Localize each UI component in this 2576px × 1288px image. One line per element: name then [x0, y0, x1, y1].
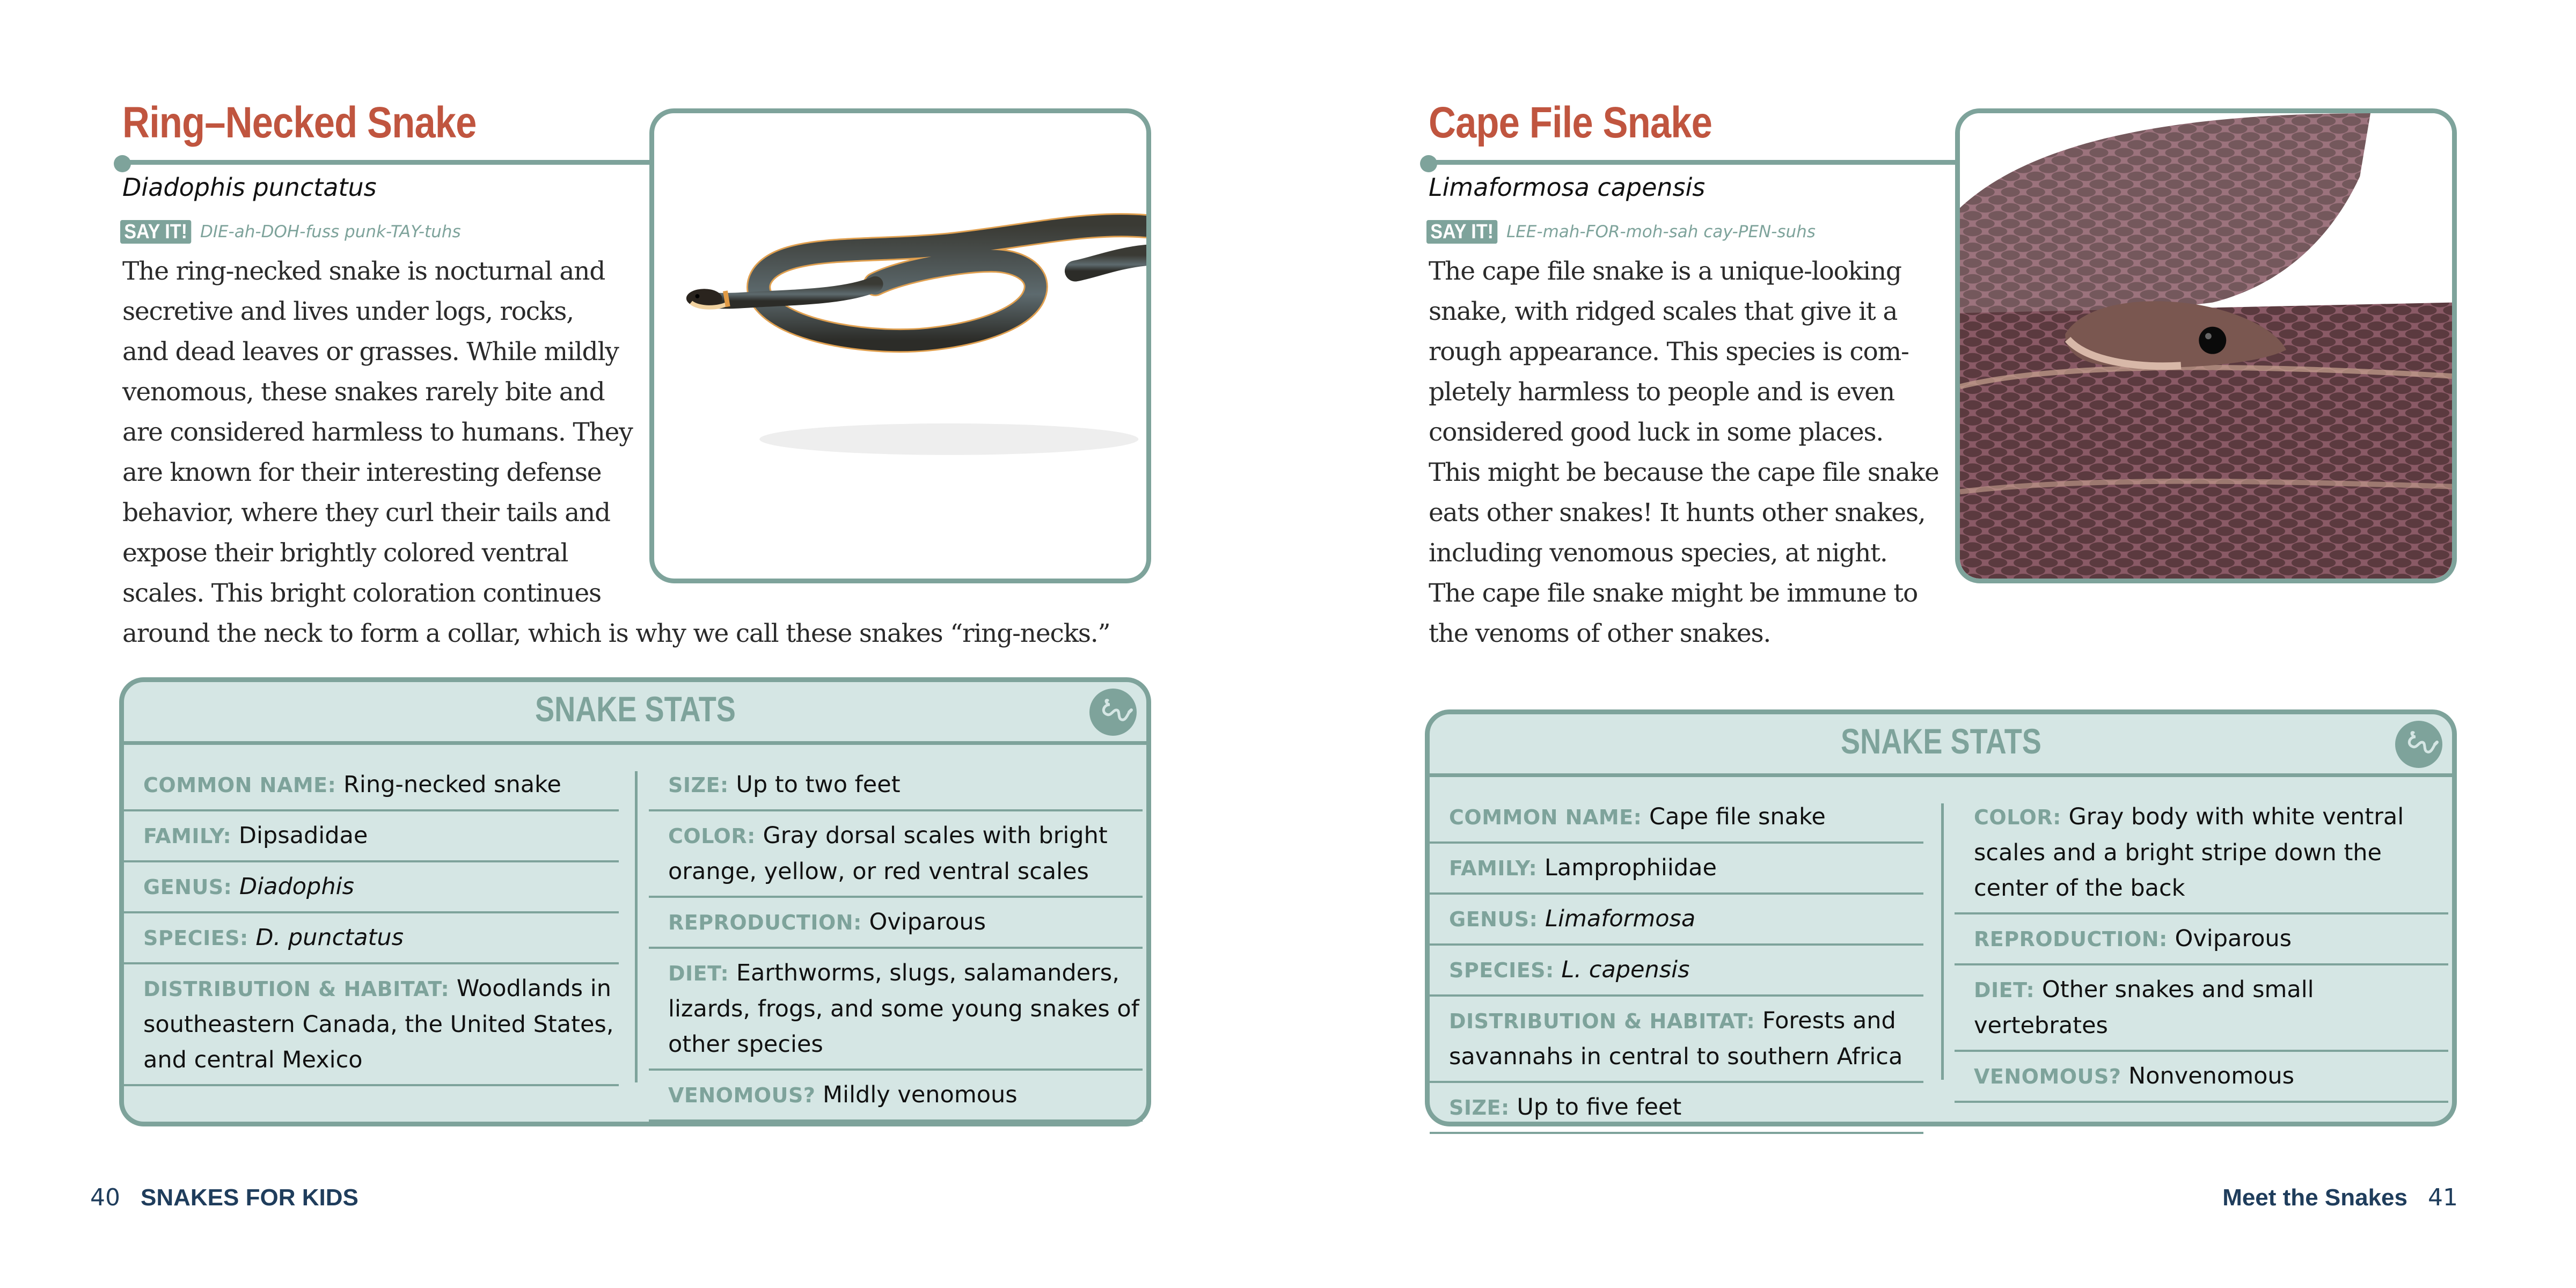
stat-color: COLOR: Gray dorsal scales with bright orange, yellow, or red ventral scales	[649, 811, 1143, 898]
description-line: eats other snakes! It hunts other snakes,	[1429, 498, 1926, 528]
say-it-badge: SAY IT!	[1426, 220, 1497, 244]
scientific-name: Limaformosa capensis	[1429, 173, 1706, 202]
say-it-row	[1426, 220, 1816, 244]
description-line: including venomous species, at night.	[1429, 538, 1887, 568]
stats-heading: SNAKE STATS	[1840, 721, 2041, 761]
stats-column-divider	[635, 771, 638, 1082]
stat-size: SIZE: Up to five feet	[1430, 1083, 1923, 1134]
stats-header	[124, 682, 1146, 745]
description-line: the venoms of other snakes.	[1429, 619, 1771, 648]
entry-title: Cape File Snake	[1429, 98, 1712, 147]
description-line: are considered harmless to humans. They	[122, 418, 633, 447]
stats-heading: SNAKE STATS	[535, 689, 736, 729]
page-footer-right	[2222, 1184, 2458, 1211]
pronunciation: LEE-mah-FOR-moh-sah cay-PEN-suhs	[1506, 222, 1816, 241]
stat-common-name: COMMON NAME: Ring-necked snake	[124, 760, 619, 811]
snake-stats-box	[1425, 709, 2457, 1126]
description-line: rough appearance. This species is com-	[1429, 337, 1909, 367]
scientific-name: Diadophis punctatus	[122, 173, 377, 202]
description-line: and dead leaves or grasses. While mildly	[122, 337, 619, 367]
stat-venomous: VENOMOUS? Mildly venomous	[649, 1071, 1143, 1122]
pronunciation: DIE-ah-DOH-fuss punk-TAY-tuhs	[200, 222, 461, 241]
snake-photo-ring-necked	[649, 108, 1151, 583]
stat-venomous: VENOMOUS? Nonvenomous	[1955, 1052, 2448, 1103]
description-line: secretive and lives under logs, rocks,	[122, 297, 574, 326]
stat-family: FAMILY: Dipsadidae	[124, 811, 619, 862]
stat-distribution-habitat: DISTRIBUTION & HABITAT: Forests and savannahs in central to southern Africa	[1430, 997, 1923, 1083]
stat-species: SPECIES: D. punctatus	[124, 913, 619, 964]
stat-reproduction: REPRODUCTION: Oviparous	[1955, 914, 2448, 965]
stats-left-column	[1430, 793, 1923, 1134]
description-line: venomous, these snakes rarely bite and	[122, 377, 605, 407]
entry-title: Ring–Necked Snake	[122, 98, 477, 147]
stat-common-name: COMMON NAME: Cape file snake	[1430, 793, 1923, 844]
description-line: The ring-necked snake is nocturnal and	[122, 257, 605, 286]
title-rule	[122, 160, 654, 165]
running-head: SNAKES FOR KIDS	[141, 1184, 358, 1211]
description-line: The cape file snake is a unique-looking	[1429, 257, 1901, 286]
page-number: 40	[90, 1184, 120, 1211]
ring-necked-snake-illustration	[654, 113, 1146, 579]
say-it-badge: SAY IT!	[120, 220, 191, 244]
stats-header	[1430, 714, 2452, 777]
stat-genus: GENUS: Diadophis	[124, 862, 619, 913]
description-line: considered good luck in some places.	[1429, 418, 1884, 447]
stat-reproduction: REPRODUCTION: Oviparous	[649, 898, 1143, 949]
description-line: expose their brightly colored ventral	[122, 538, 568, 568]
description-line: around the neck to form a collar, which is why we call these snakes “ring-necks.”	[122, 619, 1110, 648]
description-line: pletely harmless to people and is even	[1429, 377, 1894, 407]
description-line: The cape file snake might be immune to	[1429, 579, 1918, 608]
description-line: scales. This bright coloration continues	[122, 579, 601, 608]
description-line: behavior, where they curl their tails and	[122, 498, 610, 528]
stats-right-column	[1955, 793, 2448, 1103]
page-number: 41	[2428, 1184, 2458, 1211]
stat-genus: GENUS: Limaformosa	[1430, 895, 1923, 946]
stat-family: FAMILY: Lamprophiidae	[1430, 844, 1923, 895]
say-it-row	[120, 220, 461, 244]
snake-icon	[2395, 721, 2442, 768]
stat-diet: DIET: Other snakes and small vertebrates	[1955, 965, 2448, 1052]
title-rule	[1429, 160, 1960, 165]
cape-file-snake-illustration	[1960, 113, 2452, 579]
stats-column-divider	[1941, 803, 1944, 1080]
page-footer-left	[90, 1184, 358, 1211]
snake-icon	[1089, 689, 1137, 736]
snake-photo-cape-file	[1955, 108, 2457, 583]
description-line: This might be because the cape file snake	[1429, 458, 1939, 487]
stat-distribution-habitat: DISTRIBUTION & HABITAT: Woodlands in southeastern Canada, the United States, and central Mexico	[124, 964, 619, 1086]
stats-left-column	[124, 760, 619, 1086]
right-page	[1288, 0, 2576, 1288]
stat-species: SPECIES: L. capensis	[1430, 946, 1923, 997]
stat-diet: DIET: Earthworms, slugs, salamanders, lizards, frogs, and some young snakes of other species	[649, 949, 1143, 1071]
stat-color: COLOR: Gray body with white ventral scales and a bright stripe down the center of the back	[1955, 793, 2448, 914]
description-line: snake, with ridged scales that give it a	[1429, 297, 1898, 326]
running-head: Meet the Snakes	[2222, 1184, 2407, 1211]
stats-right-column	[649, 760, 1143, 1122]
description-line: are known for their interesting defense	[122, 458, 602, 487]
snake-stats-box	[119, 677, 1151, 1126]
stat-size: SIZE: Up to two feet	[649, 760, 1143, 811]
description	[1429, 251, 1939, 654]
